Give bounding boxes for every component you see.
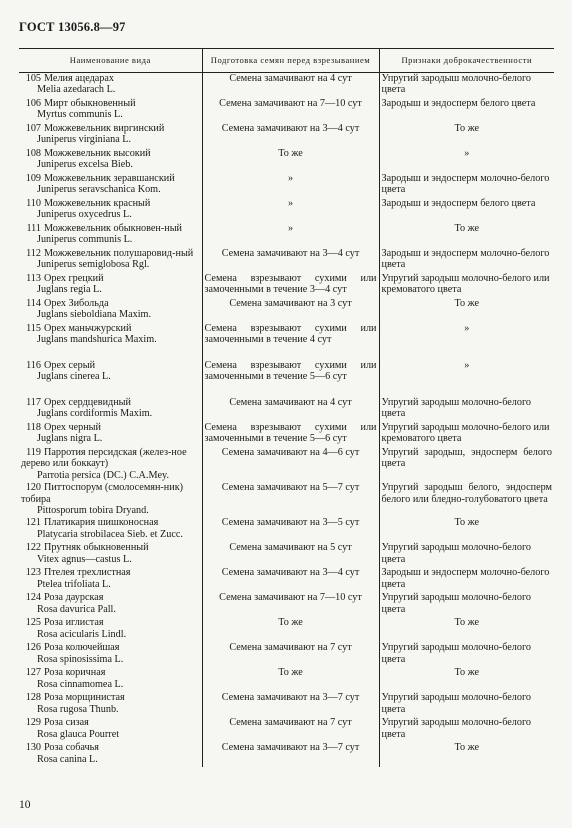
species-latin-name: Vitex agnus—castus L. bbox=[37, 553, 132, 565]
row-number: 122 bbox=[25, 542, 41, 554]
table-row bbox=[19, 517, 554, 542]
quality-cell: » bbox=[379, 148, 554, 173]
table-row bbox=[19, 248, 554, 273]
preparation-cell: Семена замачивают на 7—10 сут bbox=[202, 98, 379, 123]
quality-cell: То же bbox=[379, 742, 554, 767]
quality-cell: То же bbox=[379, 123, 554, 148]
species-cell bbox=[19, 298, 202, 323]
species-latin-name: Juniperus seravschanica Kom. bbox=[37, 184, 161, 196]
species-latin-name: Melia azedarach L. bbox=[37, 84, 116, 96]
quality-cell: Упругий зародыш молочно-белого цвета bbox=[379, 692, 554, 717]
row-number: 124 bbox=[25, 592, 41, 604]
preparation-cell: Семена взрезывают сухими или замоченными в течение 5—6 сут bbox=[202, 360, 379, 397]
table-row bbox=[19, 198, 554, 223]
quality-cell: Зародыш и эндосперм белого цвета bbox=[379, 98, 554, 123]
species-russian-name: Можжевельник красный bbox=[44, 198, 151, 209]
species-russian-name: Орех грецкий bbox=[44, 273, 104, 284]
row-number: 128 bbox=[25, 692, 41, 704]
species-cell bbox=[19, 148, 202, 173]
row-number: 116 bbox=[26, 360, 41, 371]
row-number: 130 bbox=[25, 742, 41, 754]
quality-cell: » bbox=[379, 323, 554, 360]
species-latin-name: Rosa davurica Pall. bbox=[37, 603, 116, 615]
quality-cell: Упругий зародыш молочно-белого цвета bbox=[379, 592, 554, 617]
row-number: 109 bbox=[25, 173, 41, 184]
quality-cell: То же bbox=[379, 298, 554, 323]
species-latin-name: Juniperus virginiana L. bbox=[37, 134, 132, 146]
species-latin-name: Rosa cinnamomea L. bbox=[37, 678, 124, 690]
row-number: 112 bbox=[26, 248, 41, 259]
row-number: 110 bbox=[26, 198, 41, 209]
species-latin-name: Platycaria strobilacea Sieb. et Zucc. bbox=[37, 528, 183, 540]
table-row bbox=[19, 397, 554, 422]
species-latin-name: Rosa spinosissima L. bbox=[37, 653, 124, 665]
table-row bbox=[19, 667, 554, 692]
quality-cell: Упругий зародыш молочно-белого цвета bbox=[379, 542, 554, 567]
species-cell bbox=[19, 482, 202, 517]
table-body bbox=[19, 73, 554, 768]
preparation-cell: Семена замачивают на 3—4 сут bbox=[202, 567, 379, 592]
table-row bbox=[19, 482, 554, 517]
row-number: 117 bbox=[26, 397, 41, 408]
species-russian-name: Мелия ацедарах bbox=[44, 73, 114, 84]
row-number: 108 bbox=[25, 148, 41, 159]
species-russian-name: Можжевельник зеравшанский bbox=[44, 173, 175, 184]
row-number: 106 bbox=[25, 98, 41, 109]
species-cell bbox=[19, 742, 202, 767]
preparation-cell: Семена замачивают на 3—5 сут bbox=[202, 517, 379, 542]
species-russian-name: Роза иглистая bbox=[44, 617, 104, 629]
species-latin-name: Juniperus oxycedrus L. bbox=[37, 209, 132, 221]
species-russian-name: Платикария шишконосная bbox=[44, 517, 159, 529]
preparation-cell: Семена замачивают на 7 сут bbox=[202, 717, 379, 742]
species-cell bbox=[19, 542, 202, 567]
table-row bbox=[19, 542, 554, 567]
species-russian-name: Можжевельник виргинский bbox=[44, 123, 165, 134]
species-cell bbox=[19, 517, 202, 542]
species-latin-name: Juglans nigra L. bbox=[37, 433, 103, 445]
species-latin-name: Juniperus excelsa Bieb. bbox=[37, 159, 133, 171]
species-latin-name: Juglans regia L. bbox=[37, 284, 102, 296]
preparation-cell: Семена замачивают на 3 сут bbox=[202, 298, 379, 323]
species-cell bbox=[19, 98, 202, 123]
row-number: 129 bbox=[25, 717, 41, 729]
species-cell bbox=[19, 667, 202, 692]
preparation-cell: Семена взрезывают сухими или замоченными в течение 4 сут bbox=[202, 323, 379, 360]
quality-cell: Зародыш и эндосперм молочно-белого цвета bbox=[379, 173, 554, 198]
species-cell bbox=[19, 273, 202, 298]
preparation-cell: Семена замачивают на 3—7 сут bbox=[202, 742, 379, 767]
species-russian-name: Роза сизая bbox=[44, 717, 89, 729]
species-russian-name: Прутняк обыкновенный bbox=[44, 542, 149, 554]
species-russian-name: Роза морщинистая bbox=[44, 692, 125, 704]
species-cell bbox=[19, 642, 202, 667]
table-row bbox=[19, 323, 554, 360]
quality-cell: Упругий зародыш, эндосперм белого цвета bbox=[379, 447, 554, 482]
species-cell bbox=[19, 717, 202, 742]
species-cell bbox=[19, 360, 202, 397]
species-russian-name: Орех сердцевидный bbox=[44, 397, 131, 408]
species-latin-name: Parrotia persica (DC.) C.A.Mey. bbox=[37, 469, 170, 481]
preparation-cell: Семена замачивают на 3—4 сут bbox=[202, 123, 379, 148]
row-number: 115 bbox=[26, 323, 41, 334]
preparation-cell: Семена взрезывают сухими или замоченными в течение 5—6 сут bbox=[202, 422, 379, 447]
quality-cell: Упругий зародыш молочно-белого цвета bbox=[379, 717, 554, 742]
quality-cell: Упругий зародыш молочно-белого или кремоватого цвета bbox=[379, 273, 554, 298]
species-cell bbox=[19, 198, 202, 223]
table-row bbox=[19, 592, 554, 617]
species-russian-name: Орех маньчжурский bbox=[44, 323, 132, 334]
quality-cell: То же bbox=[379, 517, 554, 542]
table-row bbox=[19, 717, 554, 742]
species-cell bbox=[19, 447, 202, 482]
row-number: 107 bbox=[25, 123, 41, 134]
table-row bbox=[19, 98, 554, 123]
table-row bbox=[19, 73, 554, 99]
species-russian-name: Можжевельник полушаровид-ный bbox=[44, 248, 194, 259]
row-number: 113 bbox=[26, 273, 41, 284]
quality-cell: То же bbox=[379, 223, 554, 248]
quality-cell: То же bbox=[379, 667, 554, 692]
species-latin-name: Rosa glauca Pourret bbox=[37, 728, 120, 740]
row-number: 127 bbox=[25, 667, 41, 679]
quality-cell: Упругий зародыш молочно-белого или кремоватого цвета bbox=[379, 422, 554, 447]
table-row bbox=[19, 360, 554, 397]
column-header-species: Наименование вида bbox=[19, 49, 202, 73]
table-row bbox=[19, 173, 554, 198]
quality-cell: » bbox=[379, 360, 554, 397]
preparation-cell: То же bbox=[202, 148, 379, 173]
species-cell bbox=[19, 422, 202, 447]
preparation-cell: Семена замачивают на 5 сут bbox=[202, 542, 379, 567]
preparation-cell: Семена замачивают на 5—7 сут bbox=[202, 482, 379, 517]
species-cell bbox=[19, 223, 202, 248]
species-cell bbox=[19, 692, 202, 717]
species-cell bbox=[19, 567, 202, 592]
preparation-cell: » bbox=[202, 173, 379, 198]
species-russian-name: Роза колючейшая bbox=[44, 642, 120, 654]
quality-cell: Упругий зародыш молочно-белого цвета bbox=[379, 73, 554, 99]
species-latin-name: Rosa rugosa Thunb. bbox=[37, 703, 119, 715]
species-cell bbox=[19, 397, 202, 422]
species-russian-name: Можжевельник обыкновен-ный bbox=[44, 223, 182, 234]
table-row bbox=[19, 298, 554, 323]
page-number: 10 bbox=[19, 799, 31, 811]
table-row bbox=[19, 642, 554, 667]
row-number: 125 bbox=[25, 617, 41, 629]
row-number: 111 bbox=[26, 223, 41, 234]
species-latin-name: Juglans cordiformis Maxim. bbox=[37, 408, 153, 420]
row-number: 105 bbox=[25, 73, 41, 84]
table-row bbox=[19, 123, 554, 148]
row-number: 114 bbox=[26, 298, 41, 309]
species-cell bbox=[19, 248, 202, 273]
species-latin-name: Rosa acicularis Lindl. bbox=[37, 628, 127, 640]
row-number: 120 bbox=[25, 482, 41, 494]
species-latin-name: Juglans cinerea L. bbox=[37, 371, 111, 383]
preparation-cell: Семена замачивают на 3—7 сут bbox=[202, 692, 379, 717]
seed-quality-table bbox=[19, 48, 554, 767]
species-latin-name: Juglans sieboldiana Maxim. bbox=[37, 309, 152, 321]
table-row bbox=[19, 148, 554, 173]
species-cell bbox=[19, 617, 202, 642]
preparation-cell: » bbox=[202, 223, 379, 248]
species-latin-name: Juniperus semiglobosa Rgl. bbox=[37, 259, 150, 271]
column-header-preparation: Подготовка семян перед взрезыванием bbox=[202, 49, 379, 73]
table-row bbox=[19, 692, 554, 717]
species-cell bbox=[19, 323, 202, 360]
species-russian-name: Роза даурская bbox=[44, 592, 104, 604]
column-header-quality: Признаки доброкачественности bbox=[379, 49, 554, 73]
species-russian-name: Орех серый bbox=[44, 360, 96, 371]
table-row bbox=[19, 742, 554, 767]
species-cell bbox=[19, 73, 202, 99]
preparation-cell: » bbox=[202, 198, 379, 223]
preparation-cell: То же bbox=[202, 617, 379, 642]
row-number: 118 bbox=[26, 422, 41, 433]
species-latin-name: Juniperus communis L. bbox=[37, 234, 133, 246]
row-number: 119 bbox=[26, 447, 41, 458]
preparation-cell: Семена замачивают на 7 сут bbox=[202, 642, 379, 667]
preparation-cell: Семена замачивают на 3—4 сут bbox=[202, 248, 379, 273]
species-russian-name: Мирт обыкновенный bbox=[44, 98, 136, 109]
species-latin-name: Ptelea trifoliata L. bbox=[37, 578, 111, 590]
table-header-row bbox=[19, 49, 554, 73]
preparation-cell: Семена замачивают на 4—6 сут bbox=[202, 447, 379, 482]
species-russian-name: Птелея трехлистная bbox=[44, 567, 131, 579]
row-number: 126 bbox=[25, 642, 41, 654]
species-russian-name: Можжевельник высокий bbox=[44, 148, 151, 159]
row-number: 121 bbox=[25, 517, 41, 529]
species-cell bbox=[19, 592, 202, 617]
species-latin-name: Pittosporum tobira Dryand. bbox=[37, 505, 149, 517]
table-row bbox=[19, 422, 554, 447]
page-title: ГОСТ 13056.8—97 bbox=[19, 20, 126, 34]
quality-cell: То же bbox=[379, 617, 554, 642]
quality-cell: Упругий зародыш белого, эндосперм белого или бледно-голубоватого цвета bbox=[379, 482, 554, 517]
quality-cell: Зародыш и эндосперм белого цвета bbox=[379, 198, 554, 223]
species-russian-name: Роза собачья bbox=[44, 742, 99, 754]
preparation-cell: Семена замачивают на 7—10 сут bbox=[202, 592, 379, 617]
species-russian-name: Парротия персидская (желез-ное дерево или боккаут) bbox=[21, 447, 187, 470]
species-cell bbox=[19, 123, 202, 148]
table-row bbox=[19, 273, 554, 298]
preparation-cell: Семена замачивают на 4 сут bbox=[202, 397, 379, 422]
row-number: 123 bbox=[25, 567, 41, 579]
table-row bbox=[19, 223, 554, 248]
species-russian-name: Питтоспорум (смолосемян-ник) тобира bbox=[21, 482, 184, 505]
species-russian-name: Роза коричная bbox=[44, 667, 106, 679]
preparation-cell: Семена замачивают на 4 сут bbox=[202, 73, 379, 99]
preparation-cell: Семена взрезывают сухими или замоченными в течение 3—4 сут bbox=[202, 273, 379, 298]
species-latin-name: Myrtus communis L. bbox=[37, 109, 123, 121]
preparation-cell: То же bbox=[202, 667, 379, 692]
quality-cell: Зародыш и эндосперм молочно-белого цвета bbox=[379, 248, 554, 273]
species-cell bbox=[19, 173, 202, 198]
table-row bbox=[19, 617, 554, 642]
quality-cell: Упругий зародыш молочно-белого цвета bbox=[379, 397, 554, 422]
table-row bbox=[19, 447, 554, 482]
species-latin-name: Rosa canina L. bbox=[37, 753, 98, 765]
quality-cell: Упругий зародыш молочно-белого цвета bbox=[379, 642, 554, 667]
species-russian-name: Орех черный bbox=[44, 422, 101, 433]
species-russian-name: Орех Зибольда bbox=[44, 298, 109, 309]
species-latin-name: Juglans mandshurica Maxim. bbox=[37, 334, 157, 346]
table-row bbox=[19, 567, 554, 592]
quality-cell: Зародыш и эндосперм молочно-белого цвета bbox=[379, 567, 554, 592]
